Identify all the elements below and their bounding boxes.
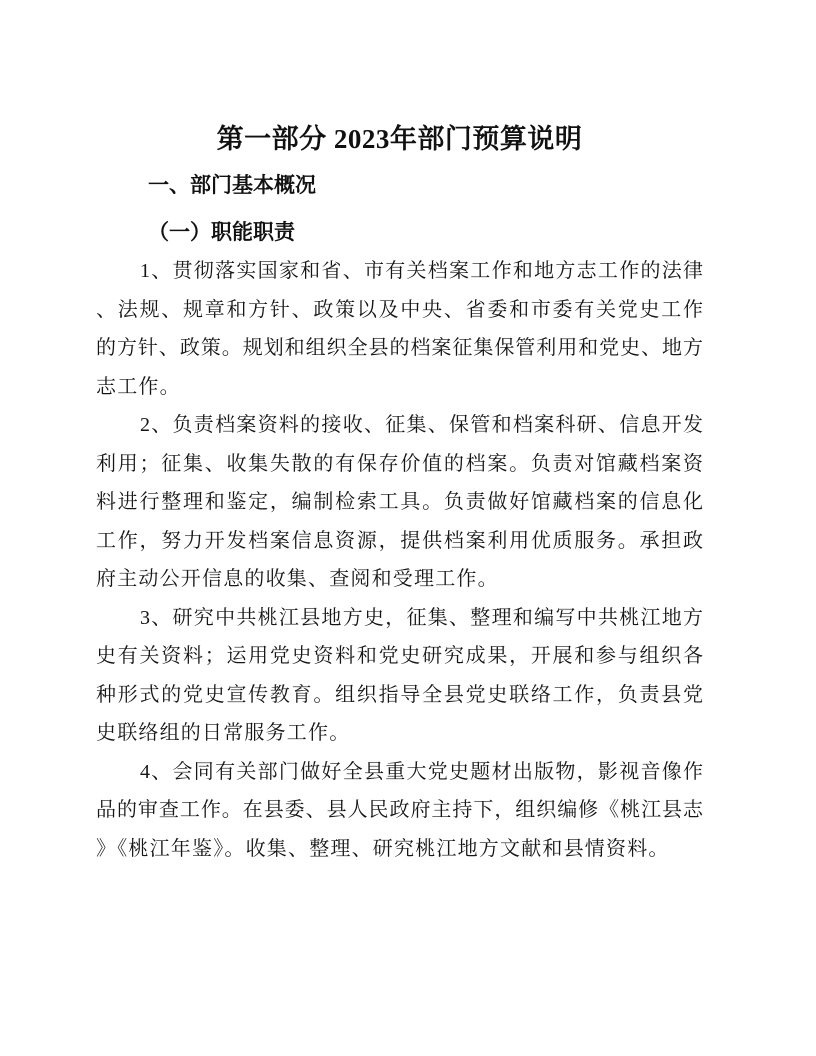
document-title: 第一部分 2023年部门预算说明 — [216, 124, 583, 154]
paragraph-2 — [96, 406, 703, 599]
paragraph-line: 种形式的党史宣传教育。组织指导全县党史联络工作，负责县党 — [96, 683, 703, 706]
paragraph-line: 的方针、政策。规划和组织全县的档案征集保管利用和党史、地方 — [96, 337, 703, 359]
paragraph-line: 府主动公开信息的收集、查阅和受理工作。 — [96, 568, 499, 590]
paragraph-line: 2、负责档案资料的接收、征集、保管和档案科研、信息开发 — [140, 414, 703, 436]
paragraph-line: 史有关资料；运用党史资料和党史研究成果，开展和参与组织各 — [96, 645, 703, 667]
paragraph-block — [96, 252, 703, 868]
paragraph-line: 利用；征集、收集失散的有保存价值的档案。负责对馆藏档案资 — [96, 452, 703, 475]
subsection-heading-duties: （一）职能职责 — [148, 220, 295, 244]
paragraph-line: 1、贯彻落实国家和省、市有关档案工作和地方志工作的法律 — [140, 260, 703, 282]
paragraph-line: 志工作。 — [96, 375, 181, 398]
paragraph-4 — [96, 753, 703, 869]
paragraph-line: 品的审查工作。在县委、县人民政府主持下，组织编修《桃江县志 — [96, 799, 703, 821]
section-heading-overview: 一、部门基本概况 — [148, 173, 316, 197]
paragraph-line: 料进行整理和鉴定，编制检索工具。负责做好馆藏档案的信息化 — [96, 491, 703, 513]
paragraph-line: 史联络组的日常服务工作。 — [96, 722, 351, 744]
paragraph-line: 、法规、规章和方针、政策以及中央、省委和市委有关党史工作 — [96, 298, 703, 321]
paragraph-1 — [96, 252, 703, 406]
paragraph-line: 工作，努力开发档案信息资源，提供档案利用优质服务。承担政 — [96, 529, 703, 552]
paragraph-line: 4、会同有关部门做好全县重大党史题材出版物，影视音像作 — [140, 760, 703, 783]
paragraph-line: 》《桃江年鉴》。收集、整理、研究桃江地方文献和县情资料。 — [96, 837, 670, 860]
document-body — [96, 118, 703, 868]
paragraph-3 — [96, 599, 703, 753]
paragraph-line: 3、研究中共桃江县地方史，征集、整理和编写中共桃江地方 — [140, 606, 703, 629]
